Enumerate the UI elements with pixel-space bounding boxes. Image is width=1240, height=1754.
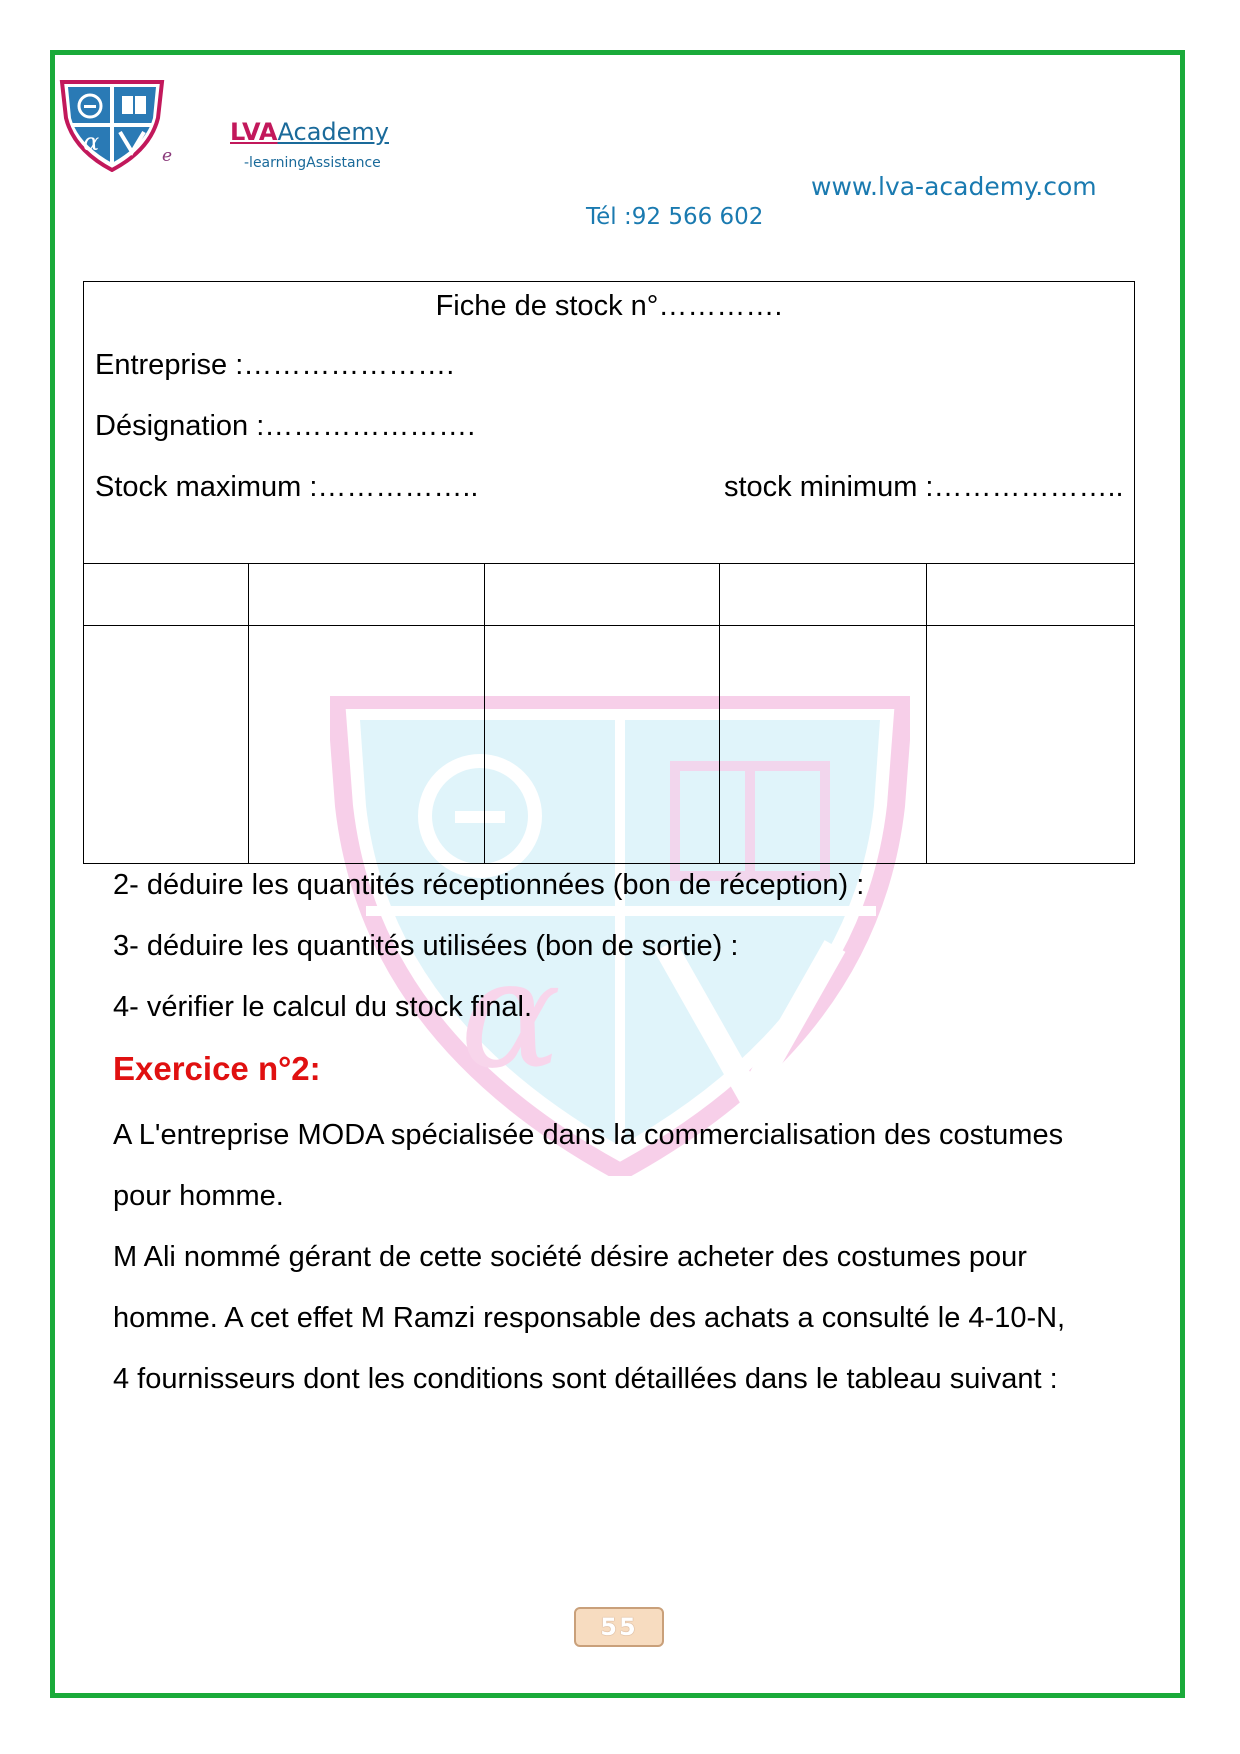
svg-text:α: α — [460, 928, 562, 1102]
grid-row-divider — [84, 625, 1134, 626]
stock-minimum-field: stock minimum :……………….. — [724, 471, 1124, 503]
stock-card-title: Fiche de stock n°…………. — [435, 290, 783, 322]
grid-column-divider — [484, 564, 485, 863]
exercise-paragraph-line: 4 fournisseurs dont les conditions sont détaillées dans le tableau suivant : — [113, 1363, 1058, 1395]
designation-field: Désignation :…………………. — [95, 410, 476, 442]
grid-column-divider — [926, 564, 927, 863]
lva-academy-logo — [58, 78, 166, 172]
svg-text:α: α — [83, 128, 100, 156]
logo-letter-e: e — [162, 146, 173, 166]
stock-maximum-field: Stock maximum :…………….. — [95, 471, 479, 503]
grid-column-divider — [719, 564, 720, 863]
page-number: 55 — [574, 1607, 664, 1647]
exercise-paragraph-line: A L'entreprise MODA spécialisée dans la commercialisation des costumes — [113, 1119, 1064, 1151]
exercise-paragraph-line: M Ali nommé gérant de cette société désire acheter des costumes pour — [113, 1241, 1027, 1273]
website-link[interactable]: www.lva-academy.com — [811, 172, 1097, 201]
brand-tagline: -learningAssistance — [244, 155, 381, 171]
brand-name — [230, 118, 389, 146]
brand-academy: Academy — [277, 118, 389, 146]
question-3: 3- déduire les quantités utilisées (bon de sortie) : — [113, 930, 739, 962]
stock-card — [83, 281, 1135, 864]
entreprise-field: Entreprise :…………………. — [95, 349, 455, 381]
stock-card-header — [84, 282, 1134, 564]
phone-number: Tél :92 566 602 — [586, 204, 764, 230]
question-4: 4- vérifier le calcul du stock final. — [113, 991, 533, 1023]
question-2: 2- déduire les quantités réceptionnées (bon de réception) : — [113, 869, 865, 901]
exercise-paragraph-line: pour homme. — [113, 1180, 284, 1212]
exercise-title: Exercice n°2: — [113, 1050, 321, 1087]
grid-column-divider — [248, 564, 249, 863]
stock-card-grid — [84, 564, 1134, 863]
exercise-paragraph-line: homme. A cet effet M Ramzi responsable des achats a consulté le 4-10-N, — [113, 1302, 1066, 1334]
brand-lva: LVA — [230, 118, 278, 146]
